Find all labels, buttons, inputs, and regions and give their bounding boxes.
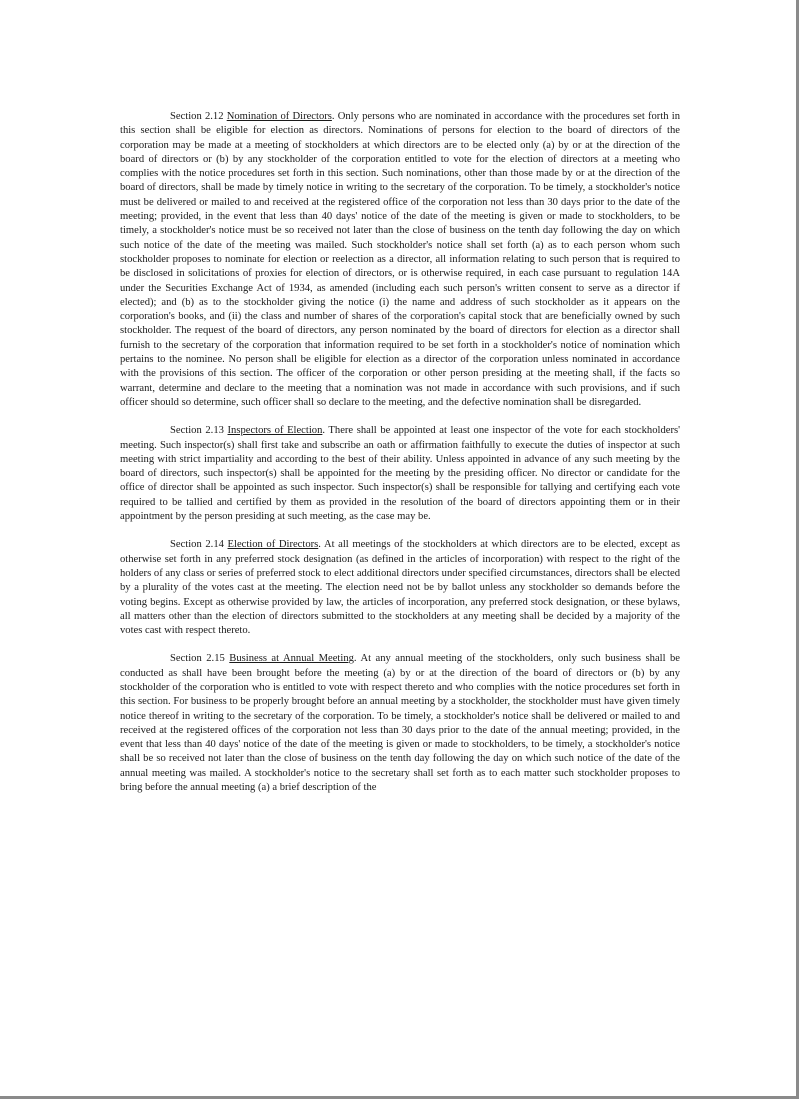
section-title: Inspectors of Election (227, 425, 323, 437)
document-body (120, 110, 680, 809)
section-number: Section 2.14 (170, 539, 224, 551)
section-title: Business at Annual Meeting (229, 653, 354, 665)
section-title: Election of Directors (227, 539, 319, 551)
section-2-15 (120, 652, 680, 795)
section-number: Section 2.13 (170, 425, 224, 437)
section-text: . There shall be appointed at least one inspector of the vote for each stockholders' meeting. Such inspector(s) shall first take and subscribe an oath or affirmation faithfully to execute the duties of inspector at such meeting with strict impartiality and according to the best of their ability. Unless appointed in advance of any such meeting by the board of directors, such inspector(s) shall be appointed for the meeting by the presiding officer. No director or candidate for the office of director shall be appointed as such inspector. Such inspector(s) shall be responsible for tallying and certifying each vote required to be tallied and certified by them as provided in the resolution of the board of directors appointing them or in their appointment by the person presiding at such meeting, as the case may be. (120, 425, 681, 523)
section-2-12 (120, 110, 680, 410)
section-text: . Only persons who are nominated in accordance with the procedures set forth in this section shall be eligible for election as directors. Nominations of persons for election to the board of directors of the corporation may be made at a meeting of stockholders at which directors are to be elected only (a) by or at the direction of the board of directors or (b) by any stockholder of the corporation entitled to vote for the election of directors at a meeting who complies with the notice procedures set forth in this section. Such nominations, other than those made by or at the direction of the board of directors, shall be made by timely notice in writing to the secretary of the corporation. To be timely, a stockholder's notice must be delivered or mailed to and received at the registered office of the corporation not less than 30 days prior to the date of the meeting; provided, in the event that less than 40 days' notice of the date of the meeting is given or made to stockholders, to be timely, a stockholder's notice must be so received not later than the close of business on the tenth day following the day on which such notice of the date of the meeting was mailed. Such stockholder's notice shall set forth (a) as to each person whom such stockholder proposes to nominate for election or reelection as a director, all information relating to such person that is required to be disclosed in solicitations of proxies for election of directors, or is otherwise required, in each case pursuant to regulation 14A under the Securities Exchange Act of 1934, as amended (including each such person's written consent to serve as a director if elected); and (b) as to the stockholder giving the notice (i) the name and address of such stockholder as it appears on the corporation's books, and (ii) the class and number of shares of the corporation's capital stock that are beneficially owned by such stockholder. The request of the board of directors, any person nominated by the board of directors for election as a director shall furnish to the secretary of the corporation that information required to be set forth in a stockholder's notice of nomination which pertains to the nominee. No person shall be eligible for election as a director of the corporation unless nominated in accordance with the provisions of this section. The officer of the corporation or other person presiding at the meeting shall, if the facts so warrant, determine and declare to the meeting that a nomination was not made in accordance with such provisions, and if such officer should so determine, such officer shall so declare to the meeting, and the defective nomination shall be disregarded. (120, 111, 680, 408)
section-2-14 (120, 538, 680, 638)
section-text: . At all meetings of the stockholders at which directors are to be elected, except as otherwise set forth in any preferred stock designation (as defined in the articles of incorporation) with respect to the right of the holders of any class or series of preferred stock to elect additional directors under specified circumstances, directors shall be elected by a plurality of the votes cast at the meeting. The election need not be by ballot unless any stockholder so demands before the voting begins. Except as otherwise provided by law, the articles of incorporation, any preferred stock designation, or these bylaws, all matters other than the election of directors submitted to the stockholders at any meeting shall be decided by a majority of the votes cast with respect thereto. (120, 539, 680, 637)
section-title: Nomination of Directors (226, 111, 332, 122)
section-text: . At any annual meeting of the stockholders, only such business shall be conducted as shall have been brought before the meeting (a) by or at the direction of the board of directors or (b) by any stockholder of the corporation who is entitled to vote with respect thereto and who complies with the notice procedures set forth in this section. For business to be properly brought before an annual meeting by a stockholder, the stockholder must have given timely notice thereof in writing to the secretary of the corporation. To be timely, a stockholder's notice shall be delivered or mailed to and received at the registered offices of the corporation not less than 30 days prior to the date of the annual meeting; provided, in the event that less than 40 days' notice of the date of the meeting is given or made to stockholders, to be timely, a stockholder's notice shall be so received not later than the close of business on the tenth day following the day on which such notice of the date of the annual meeting was mailed. A stockholder's notice to the secretary shall set forth as to each matter such stockholder proposes to bring before the annual meeting (a) a brief description of the (120, 653, 681, 794)
section-2-13 (120, 424, 680, 524)
section-number: Section 2.15 (170, 653, 225, 665)
section-number: Section 2.12 (170, 111, 224, 122)
